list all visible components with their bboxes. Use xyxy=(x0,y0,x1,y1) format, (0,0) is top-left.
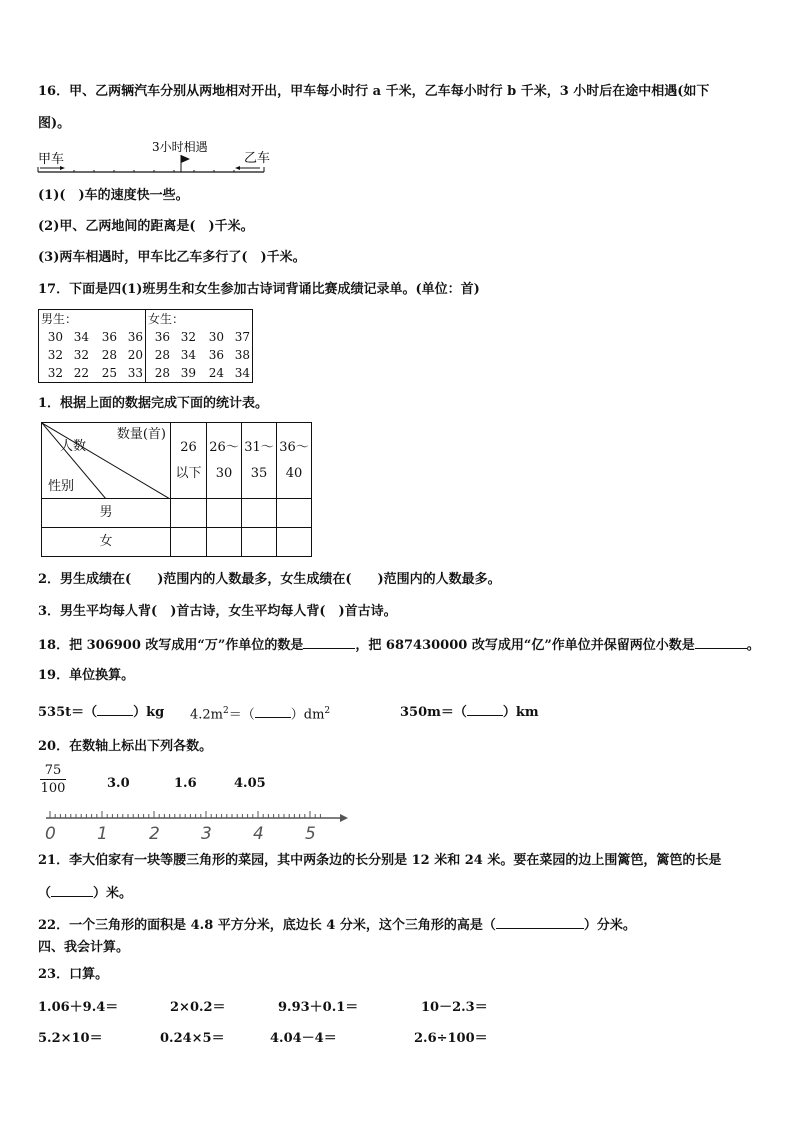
diagram-meet-label: 3小时相遇 xyxy=(152,140,208,154)
q16-meeting-diagram xyxy=(34,138,274,180)
range-header: 26～ 30 xyxy=(207,423,242,499)
score-cell: 24 xyxy=(208,366,224,380)
number-line[interactable] xyxy=(44,808,354,846)
answer-cell[interactable] xyxy=(171,528,207,557)
answer-cell[interactable] xyxy=(171,499,207,528)
q16-text-line1: 16．甲、乙两辆汽车分别从两地相对开出，甲车每小时行 a 千米，乙车每小时行 b 千米，3 小时后在途中相遇(如下 xyxy=(38,84,710,99)
boys-header: 男生： xyxy=(41,312,78,326)
score-cell: 32 xyxy=(47,366,63,380)
score-cell: 36 xyxy=(208,348,224,362)
score-cell: 32 xyxy=(73,348,89,362)
number-1-6: 1.6 xyxy=(174,776,197,791)
section-heading: 四、我会计算。 xyxy=(38,940,130,955)
score-cell: 32 xyxy=(47,348,63,362)
oral-calc-item: 2×0.2＝ xyxy=(170,1000,226,1015)
q16-sub3: (3)两车相遇时，甲车比乙车多行了( )千米。 xyxy=(38,250,306,265)
flag-icon xyxy=(181,155,190,163)
answer-blank[interactable] xyxy=(467,703,503,716)
answer-cell[interactable] xyxy=(207,528,242,557)
number-3-0: 3.0 xyxy=(107,776,130,791)
diagonal-header-cell xyxy=(42,423,171,499)
answer-cell[interactable] xyxy=(277,499,312,528)
score-cell: 34 xyxy=(234,366,250,380)
score-cell: 25 xyxy=(101,366,117,380)
diagram-left-label: 甲车 xyxy=(38,152,65,167)
oral-calc-item: 0.24×5＝ xyxy=(160,1031,225,1046)
tick-label: 3 xyxy=(201,824,212,844)
number-4-05: 4.05 xyxy=(234,776,266,791)
score-cell: 20 xyxy=(127,348,143,362)
q16-sub2: (2)甲、乙两地间的距离是( )千米。 xyxy=(38,219,254,234)
range-header: 26 以下 xyxy=(171,423,207,499)
score-cell: 33 xyxy=(127,366,143,380)
oral-calc-item: 4.04－4＝ xyxy=(270,1031,337,1046)
score-cell: 32 xyxy=(180,330,196,344)
score-cell: 36 xyxy=(101,330,117,344)
oral-calc-item: 1.06＋9.4＝ xyxy=(38,1000,119,1015)
score-cell: 34 xyxy=(73,330,89,344)
score-cell: 37 xyxy=(234,330,250,344)
score-cell: 36 xyxy=(146,328,173,346)
oral-calc-item: 10－2.3＝ xyxy=(421,1000,488,1015)
answer-blank[interactable] xyxy=(255,705,291,718)
tick-label: 5 xyxy=(305,824,316,844)
answer-cell[interactable] xyxy=(277,528,312,557)
q21-line1: 21．李大伯家有一块等腰三角形的菜园，其中两条边的长分别是 12 米和 24 米。要在菜园的边上围篱笆，篱笆的长是 xyxy=(38,853,722,868)
girls-header: 女生： xyxy=(146,310,253,329)
score-cell: 28 xyxy=(146,364,173,383)
q19-item1: 535t＝（ ）kg xyxy=(38,705,165,720)
q17-part1: 1．根据上面的数据完成下面的统计表。 xyxy=(38,396,269,411)
answer-cell[interactable] xyxy=(242,499,277,528)
q16-text-line2: 图)。 xyxy=(38,116,71,131)
answer-blank[interactable] xyxy=(496,916,584,929)
oral-calc-item: 9.93＋0.1＝ xyxy=(278,1000,359,1015)
q21-line2: （ ）米。 xyxy=(38,886,133,901)
q19-title: 19．单位换算。 xyxy=(38,668,135,683)
tick-label: 4 xyxy=(253,824,264,844)
tick-label: 1 xyxy=(97,824,108,844)
statistics-table xyxy=(41,422,312,557)
score-cell: 30 xyxy=(208,330,224,344)
answer-blank[interactable] xyxy=(303,636,355,649)
corner-bottom-label: 性别 xyxy=(48,479,75,494)
q19-item3: 350m＝（ ）km xyxy=(400,705,539,720)
number-line-arrow-icon xyxy=(340,814,348,822)
corner-mid-label: 人数 xyxy=(60,439,87,454)
score-cell: 28 xyxy=(146,346,173,364)
answer-blank[interactable] xyxy=(695,636,747,649)
answer-cell[interactable] xyxy=(207,499,242,528)
q20-title: 20．在数轴上标出下列各数。 xyxy=(38,739,213,754)
score-cell: 36 xyxy=(127,330,143,344)
diagram-right-label: 乙车 xyxy=(244,151,271,166)
range-header: 36～ 40 xyxy=(277,423,312,499)
tick-label: 0 xyxy=(45,824,56,844)
score-cell: 34 xyxy=(180,348,196,362)
q22-text: 22．一个三角形的面积是 4.8 平方分米，底边长 4 分米，这个三角形的高是（ ）分米。 xyxy=(38,918,636,933)
score-record-table xyxy=(38,309,253,383)
q17-part3: 3．男生平均每人背( )首古诗，女生平均每人背( )首古诗。 xyxy=(38,604,397,619)
q19-item2: $4.2m^2=$（ ）$dm^2$ xyxy=(190,706,331,723)
score-cell: 30 xyxy=(47,330,63,344)
q17-part2: 2．男生成绩在( )范围内的人数最多，女生成绩在( )范围内的人数最多。 xyxy=(38,572,501,587)
corner-top-label: 数量(首) xyxy=(116,427,166,442)
q23-title: 23．口算。 xyxy=(38,967,109,982)
row-label-boys: 男 xyxy=(42,499,171,528)
score-cell: 28 xyxy=(101,348,117,362)
oral-calc-item: 5.2×10＝ xyxy=(38,1031,103,1046)
row-label-girls: 女 xyxy=(42,528,171,557)
score-cell: 38 xyxy=(234,348,250,362)
tick-label: 2 xyxy=(149,824,160,844)
score-cell: 39 xyxy=(180,366,196,380)
answer-blank[interactable] xyxy=(51,884,93,897)
score-cell: 22 xyxy=(73,366,89,380)
fraction-75-100: 75 100 xyxy=(40,763,66,796)
range-header: 31～ 35 xyxy=(242,423,277,499)
q17-title: 17．下面是四(1)班男生和女生参加古诗词背诵比赛成绩记录单。(单位：首) xyxy=(38,282,480,297)
answer-cell[interactable] xyxy=(242,528,277,557)
q18-text: 18．把 306900 改写成用“万”作单位的数是 ，把 687430000 改写成用“亿”作单位并保留两位小数是 。 xyxy=(38,638,760,653)
oral-calc-item: 2.6÷100＝ xyxy=(414,1031,488,1046)
q16-sub1: (1)( )车的速度快一些。 xyxy=(38,188,189,203)
answer-blank[interactable] xyxy=(97,703,133,716)
